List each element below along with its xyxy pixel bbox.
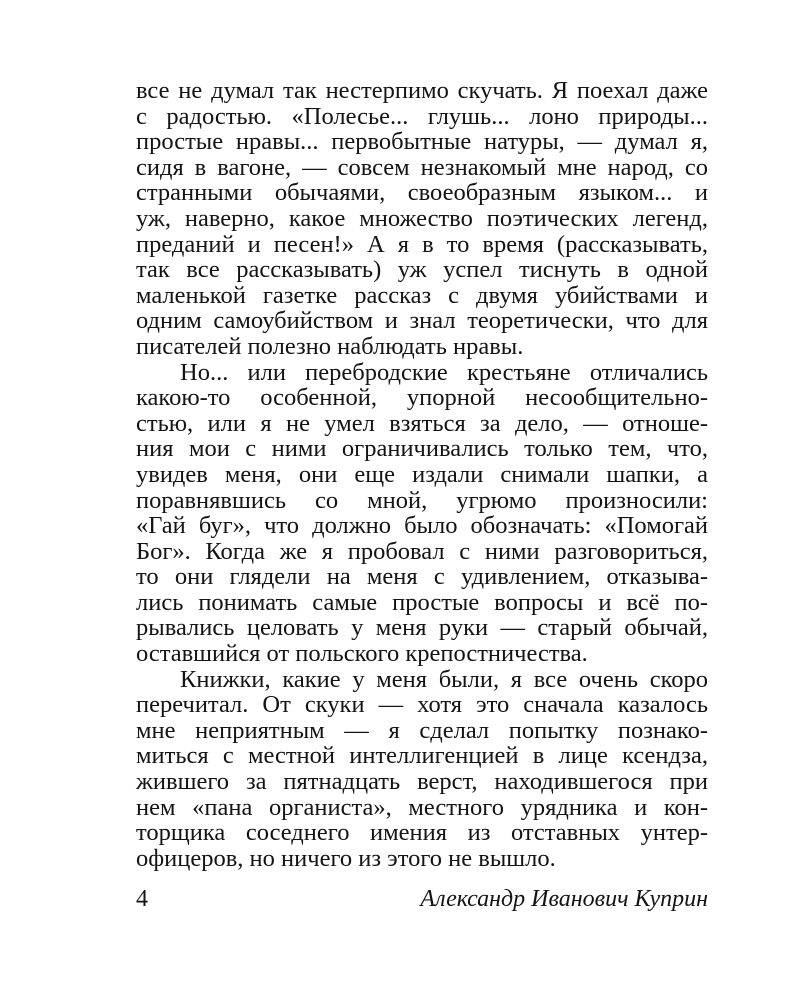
text-line: поравнявшись со мной, угрюмо произносили: — [136, 486, 708, 514]
text-line: мне неприятным — я сделал попытку познако- — [136, 716, 708, 744]
text-line: писателей полезно наблюдать нравы. — [136, 332, 524, 360]
text-line: уж, наверно, какое множество поэтических легенд, — [136, 204, 708, 232]
page-footer — [136, 884, 708, 914]
text-line: сидя в вагоне, — совсем незнакомый мне народ, со — [136, 153, 708, 181]
text-line: нем «пана органиста», местного урядника и кон- — [136, 793, 708, 821]
text-line: Но... или перебродские крестьяне отличались — [180, 358, 708, 386]
text-line: преданий и песен!» А я в то время (рассказывать, — [136, 230, 708, 258]
text-line: жившего за пятнадцать верст, находившегося при — [136, 768, 708, 796]
text-line: оставшийся от польского крепостничества. — [136, 640, 588, 668]
text-line: торщика соседнего имения из отставных унтер- — [136, 819, 708, 847]
text-line: все не думал так нестерпимо скучать. Я поехал даже — [136, 77, 708, 104]
text-line: одним самоубийством и знал теоретически, что для — [136, 307, 708, 335]
text-line: маленькой газетке рассказ с двумя убийствами и — [136, 281, 708, 309]
text-line: «Гай буг», что должно было обозначать: «Помогай — [136, 512, 708, 540]
running-author: Александр Иванович Куприн — [420, 886, 708, 912]
body-text — [136, 78, 708, 871]
text-line: офицеров, но ничего из этого не вышло. — [136, 844, 556, 872]
text-line: миться с местной интеллигенцией в лице ксендза, — [136, 742, 708, 770]
text-line: рывались целовать у меня руки — старый обычай, — [136, 614, 708, 642]
page-number: 4 — [136, 886, 148, 912]
text-line: лись понимать самые простые вопросы и всё по- — [136, 588, 708, 616]
text-line: с радостью. «Полесье... глушь... лоно природы... — [136, 102, 708, 130]
text-line: так все рассказывать) уж успел тиснуть в одной — [136, 256, 708, 284]
text-line: какою-то особенной, упорной несообщительно- — [136, 384, 708, 412]
text-line: то они глядели на меня с удивлением, отказыва- — [136, 563, 708, 591]
text-line: перечитал. От скуки — хотя это сначала казалось — [136, 691, 708, 719]
text-line: Бог». Когда же я пробовал с ними разговориться, — [136, 537, 708, 565]
text-line: Книжки, какие у меня были, я все очень скоро — [180, 665, 708, 693]
text-line: простые нравы... первобытные натуры, — думал я, — [136, 128, 708, 156]
text-line: увидев меня, они еще издали снимали шапки, а — [136, 460, 708, 488]
text-line: стью, или я не умел взяться за дело, — отноше- — [136, 409, 708, 437]
text-line: ния мои с ними ограничивались только тем, что, — [136, 435, 708, 463]
text-line: странными обычаями, своеобразным языком... и — [136, 179, 708, 207]
